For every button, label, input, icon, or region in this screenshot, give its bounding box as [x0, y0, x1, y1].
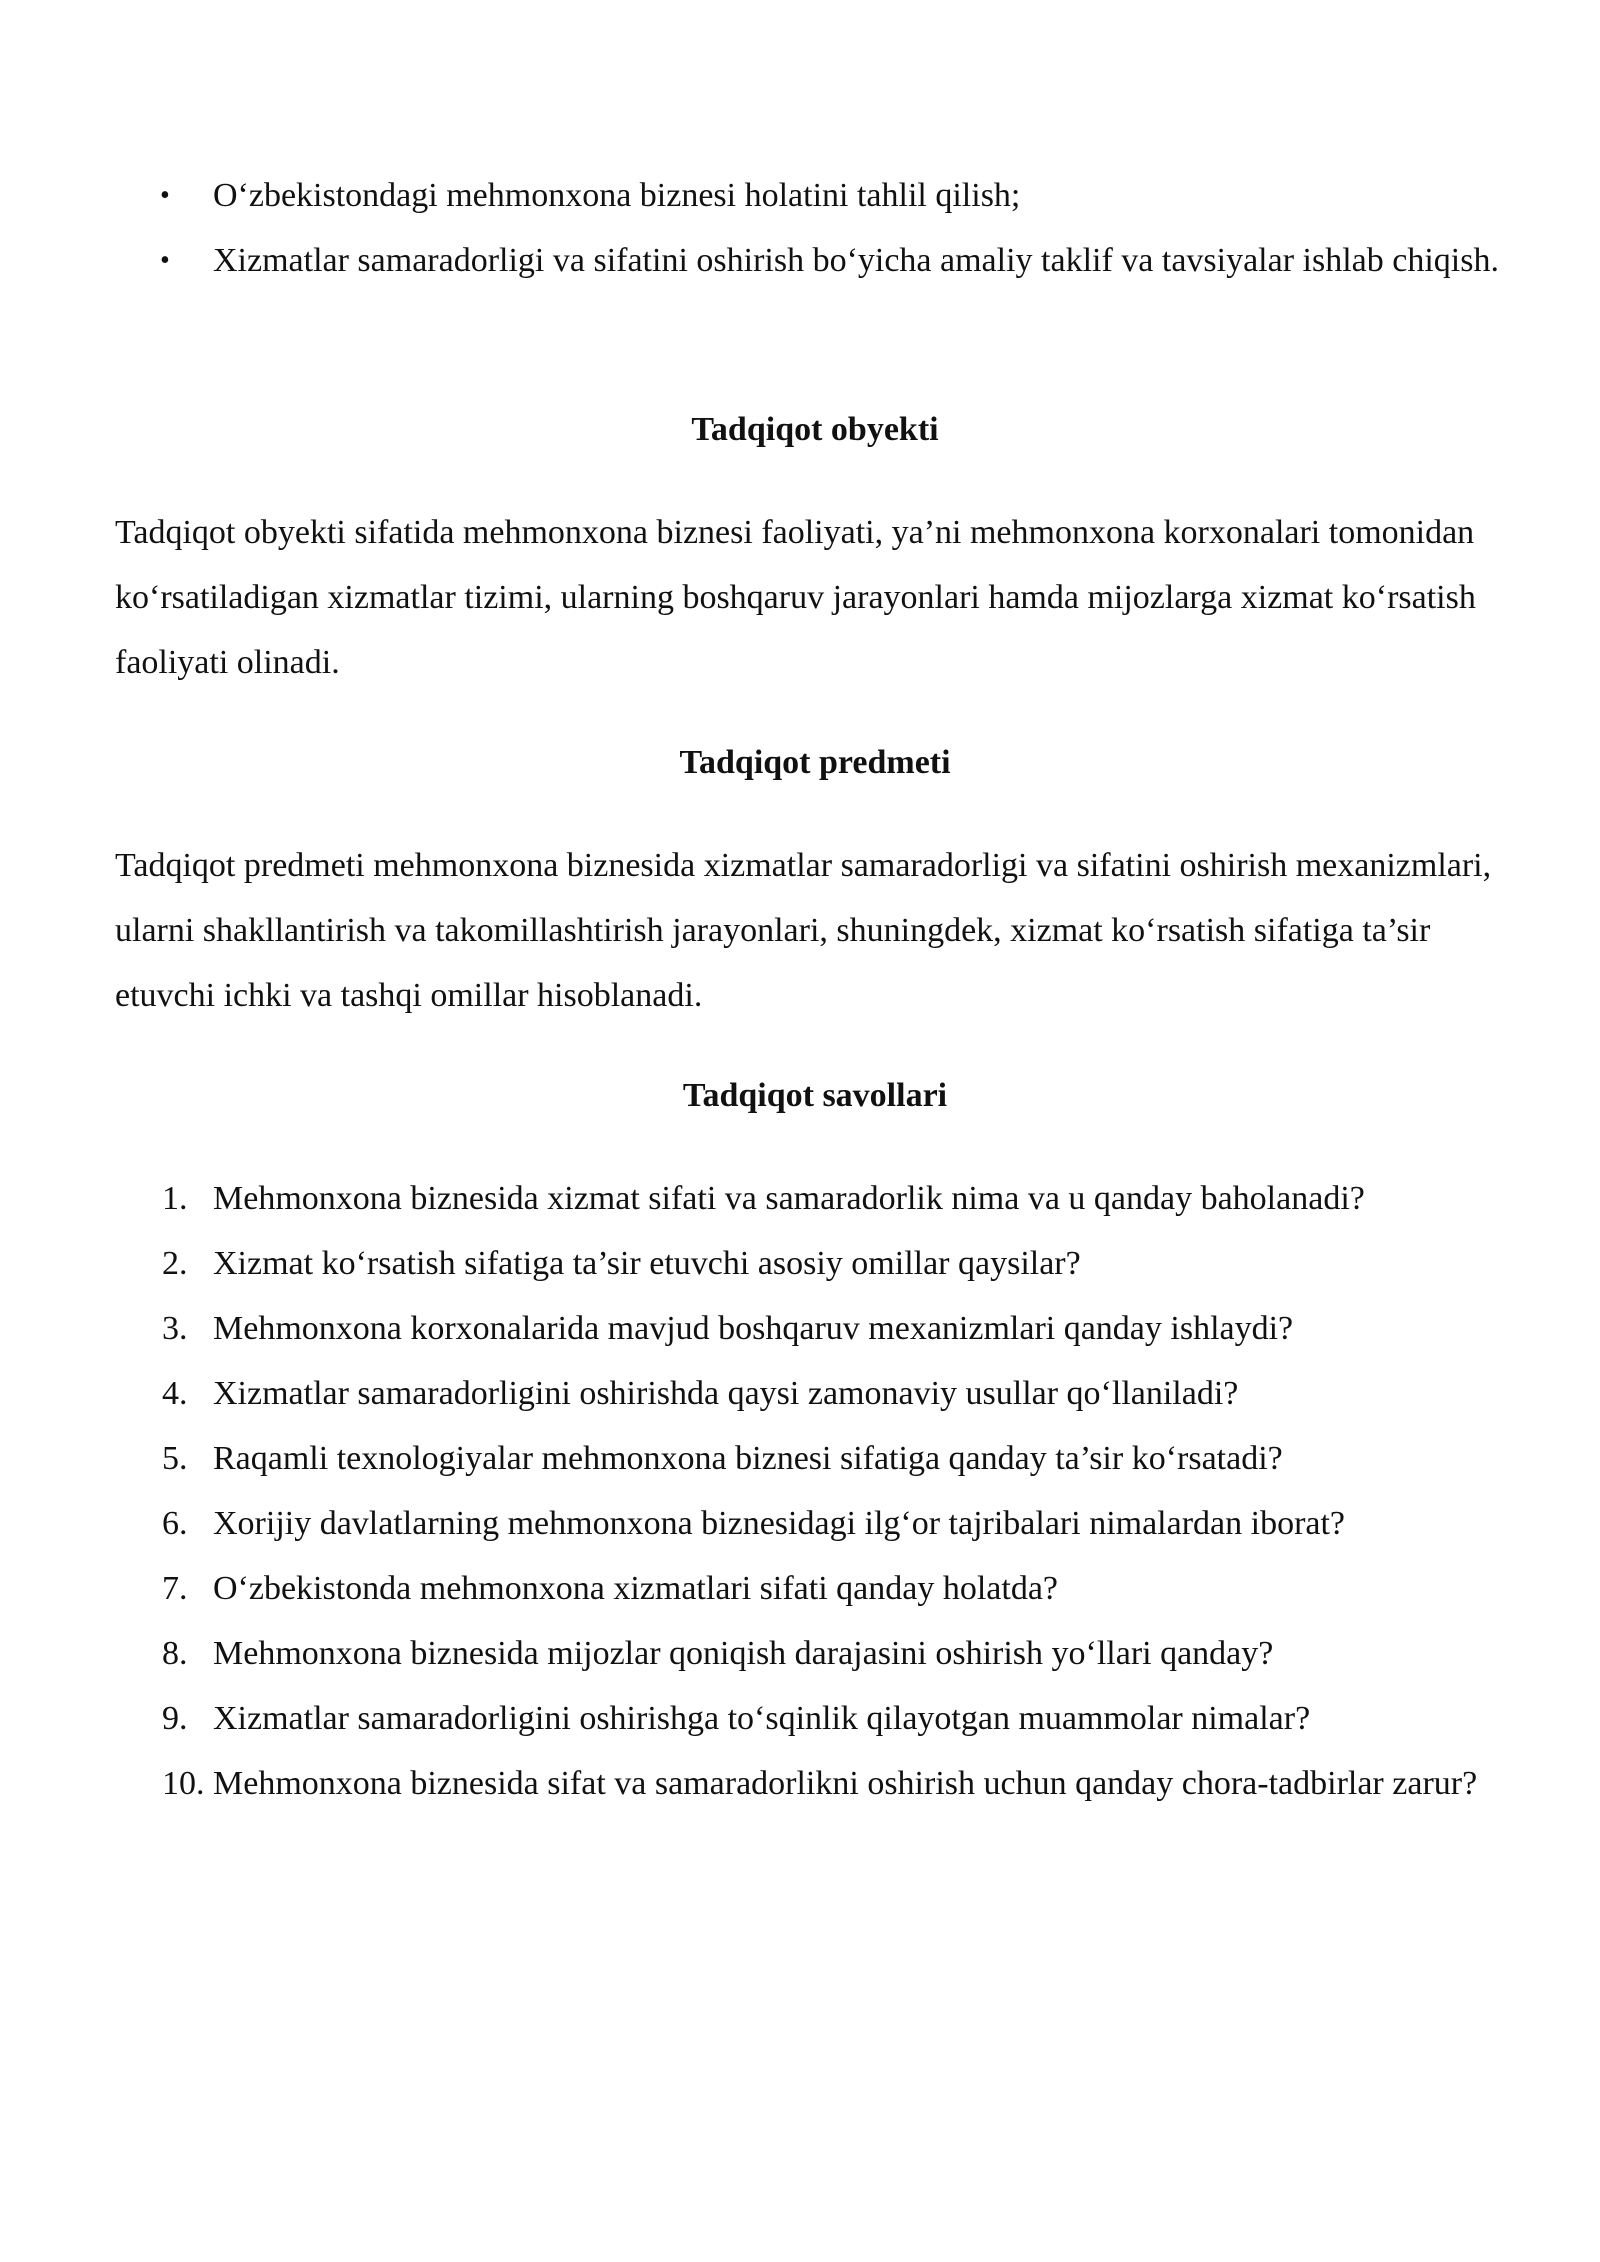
question-number: 4.: [162, 1375, 188, 1412]
section-heading-obyekt: Tadqiqot obyekti: [691, 411, 939, 448]
question-number: 6.: [162, 1505, 188, 1542]
paragraph-text: Tadqiqot obyekti sifatida mehmonxona biznesi faoliyati, ya’ni mehmonxona korxonalari tomonidan ko‘rsatiladigan xizmatlar tizimi, ularning boshqaruv jarayonlari hamda mijozlarga xizmat ko‘rsatish faoliyati olinadi.: [115, 514, 1476, 681]
question-number: 10.: [162, 1765, 205, 1802]
question-item: [115, 1751, 1600, 1816]
question-item: [115, 1686, 1600, 1751]
section-paragraph-predmet: [115, 833, 1505, 1028]
list-item: [115, 163, 1533, 228]
question-number: 9.: [162, 1700, 188, 1737]
bullet-icon: •: [160, 245, 170, 276]
question-text: Xizmatlar samaradorligini oshirishga to‘sqinlik qilayotgan muammolar nimalar?: [213, 1700, 1311, 1737]
question-number: 5.: [162, 1440, 188, 1477]
question-item: [115, 1621, 1600, 1686]
question-text: Mehmonxona biznesida sifat va samaradorlikni oshirish uchun qanday chora-tadbirlar zarur?: [213, 1765, 1478, 1802]
goals-list: [115, 163, 1505, 293]
question-item: [115, 1491, 1600, 1556]
question-number: 2.: [162, 1245, 188, 1282]
question-text: Mehmonxona biznesida mijozlar qoniqish darajasini oshirish yo‘llari qanday?: [213, 1635, 1274, 1672]
question-text: Xizmat ko‘rsatish sifatiga ta’sir etuvchi asosiy omillar qaysilar?: [213, 1245, 1081, 1282]
question-number: 7.: [162, 1570, 188, 1607]
question-item: [115, 1556, 1600, 1621]
questions-list: [115, 1166, 1505, 1816]
question-text: Mehmonxona biznesida xizmat sifati va samaradorlik nima va u qanday baholanadi?: [213, 1180, 1365, 1217]
question-text: Xizmatlar samaradorligini oshirishda qaysi zamonaviy usullar qo‘llaniladi?: [213, 1375, 1239, 1412]
list-item-text: O‘zbekistondagi mehmonxona biznesi holatini tahlil qilish;: [213, 177, 1021, 214]
question-item: [115, 1166, 1600, 1231]
question-item: [115, 1426, 1600, 1491]
question-text: Mehmonxona korxonalarida mavjud boshqaruv mexanizmlari qanday ishlaydi?: [213, 1310, 1294, 1347]
question-text: Raqamli texnologiyalar mehmonxona biznesi sifatiga qanday ta’sir ko‘rsatadi?: [213, 1440, 1283, 1477]
question-text: Xorijiy davlatlarning mehmonxona biznesidagi ilg‘or tajribalari nimalardan iborat?: [213, 1505, 1346, 1542]
question-item: [115, 1296, 1600, 1361]
section-paragraph-obyekt: [115, 500, 1505, 695]
list-item: [115, 228, 1533, 293]
question-number: 8.: [162, 1635, 188, 1672]
section-heading-predmet: Tadqiqot predmeti: [679, 744, 951, 781]
question-item: [115, 1231, 1600, 1296]
question-text: O‘zbekistonda mehmonxona xizmatlari sifati qanday holatda?: [213, 1570, 1059, 1607]
question-number: 3.: [162, 1310, 188, 1347]
bullet-icon: •: [160, 180, 170, 211]
question-item: [115, 1361, 1600, 1426]
question-number: 1.: [162, 1180, 188, 1217]
section-heading-savollar: Tadqiqot savollari: [682, 1077, 948, 1114]
paragraph-text: Tadqiqot predmeti mehmonxona biznesida xizmatlar samaradorligi va sifatini oshirish mexanizmlari, ularni shakllantirish va takomillashtirish jarayonlari, shuningdek, xizmat ko‘rsatish sifatiga ta’sir etuvchi ichki va tashqi omillar hisoblanadi.: [115, 847, 1492, 1014]
list-item-text: Xizmatlar samaradorligi va sifatini oshirish bo‘yicha amaliy taklif va tavsiyalar ishlab chiqish.: [213, 242, 1499, 279]
